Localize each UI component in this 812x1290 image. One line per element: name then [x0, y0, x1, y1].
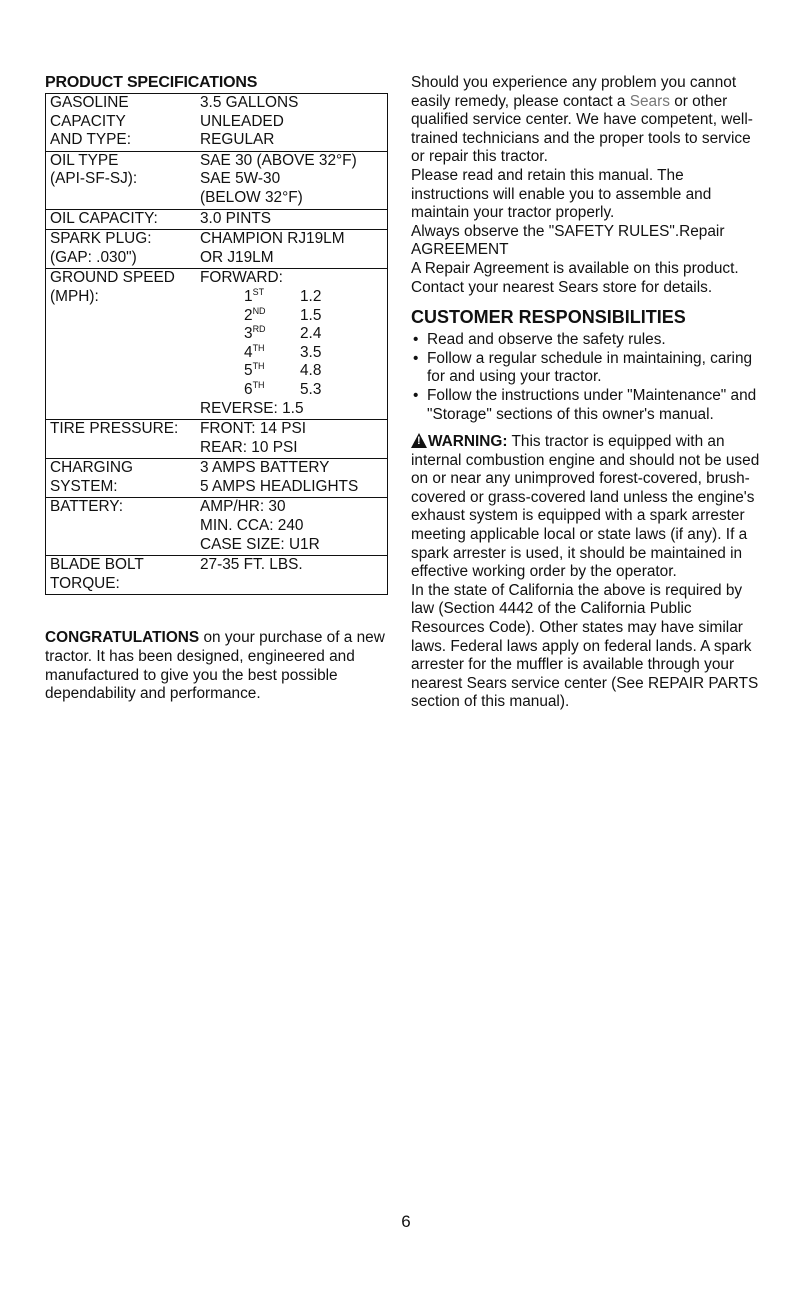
spec-row-battery	[46, 498, 387, 556]
specifications-table	[45, 93, 388, 595]
list-item: • Follow the instructions under "Maintenance" and "Storage" sections of this owner's manual.	[411, 387, 761, 424]
spec-value: SAE 30 (ABOVE 32°F) SAE 5W-30 (BELOW 32°F)	[200, 151, 357, 206]
spec-label: CHARGING SYSTEM:	[50, 459, 133, 495]
customer-responsibilities-heading: CUSTOMER RESPONSIBILITIES	[411, 307, 686, 328]
spec-label: GASOLINE CAPACITY AND TYPE:	[50, 94, 131, 149]
spec-label: BATTERY:	[50, 498, 123, 516]
list-item: • Read and observe the safety rules.	[411, 331, 761, 350]
spec-value: FORWARD: 1ST 1.2 2ND 1.5 3RD 2.4 4TH 3.5 5TH 4.8 6TH 5.3 REVERSE: 1.5	[200, 269, 387, 418]
responsibilities-list	[411, 331, 761, 424]
gear-row: 3RD 2.4	[244, 324, 322, 343]
spec-label: OIL TYPE (API-SF-SJ):	[50, 151, 138, 188]
spec-value: CHAMPION RJ19LM OR J19LM	[200, 230, 345, 266]
list-item: • Follow a regular schedule in maintaining, caring for and using your tractor.	[411, 350, 761, 387]
spec-row-gasoline	[46, 94, 387, 152]
spec-label: GROUND SPEED (MPH):	[50, 269, 175, 305]
california-paragraph: In the state of California the above is required by law (Section 4442 of the California Public Resources Code). Other states may have similar laws. Federal laws apply on federal lands. A spark arrester for the muffler is available through your nearest Sears service center (See REPAIR PARTS section of this manual).	[411, 581, 759, 711]
gear-row: 4TH 3.5	[244, 342, 322, 361]
service-paragraph: Should you experience any problem you cannot easily remedy, please contact a Sears or other qualified service center. We have competent, well-trained technicians and the proper tools to service or repair this tractor.	[411, 74, 753, 166]
repair-agreement-paragraph: A Repair Agreement is available on this product. Contact your nearest Sears store for details.	[411, 259, 739, 296]
warning-label: WARNING:	[428, 433, 508, 451]
spec-value: 3 AMPS BATTERY 5 AMPS HEADLIGHTS	[200, 459, 359, 495]
right-column	[411, 74, 761, 712]
warning-icon	[411, 433, 427, 448]
spec-value: FRONT: 14 PSI REAR: 10 PSI	[200, 420, 307, 456]
spec-value: AMP/HR: 30 MIN. CCA: 240 CASE SIZE: U1R	[200, 498, 320, 553]
spec-value: 27-35 FT. LBS.	[200, 556, 303, 574]
warning-paragraph: !WARNING: This tractor is equipped with an internal combustion engine and should not be used on or near any unimproved forest-covered, brush-covered or grass-covered land unless the engine's exhaust system is equipped with a spark arrester meeting applicable local or state laws (if any). If a spark arrester is used, it should be maintained in effective working order by the operator.	[411, 433, 761, 582]
spec-value: 3.0 PINTS	[200, 209, 271, 227]
gear-row: 2ND 1.5	[244, 305, 322, 324]
retain-manual-paragraph: Please read and retain this manual. The instructions will enable you to assemble and maintain your tractor properly.	[411, 166, 712, 222]
spec-row-oil-capacity	[46, 210, 387, 231]
gear-row: 1ST 1.2	[244, 286, 322, 305]
spec-label: BLADE BOLT TORQUE:	[50, 556, 144, 592]
spec-row-oil-type	[46, 152, 387, 210]
page-number: 6	[401, 1212, 411, 1231]
left-column	[45, 74, 390, 704]
spec-row-charging	[46, 459, 387, 498]
spec-label: SPARK PLUG: (GAP: .030")	[50, 230, 152, 266]
specifications-heading: PRODUCT SPECIFICATIONS	[45, 74, 258, 91]
gear-row: 5TH 4.8	[244, 361, 322, 380]
gear-row: 6TH 5.3	[244, 379, 322, 398]
spec-value: 3.5 GALLONS UNLEADED REGULAR	[200, 94, 299, 149]
spec-row-spark-plug	[46, 230, 387, 269]
reverse-speed: REVERSE: 1.5	[200, 399, 304, 417]
spec-label: TIRE PRESSURE:	[50, 420, 179, 438]
spec-row-blade-bolt	[46, 556, 387, 594]
spec-label: OIL CAPACITY:	[50, 209, 158, 227]
spec-row-tire-pressure	[46, 420, 387, 459]
safety-rules-paragraph: Always observe the "SAFETY RULES".Repair AGREEMENT	[411, 222, 725, 259]
spec-row-ground-speed	[46, 269, 387, 420]
congratulations-lead: CONGRATULATIONS	[45, 629, 200, 647]
congratulations-paragraph: CONGRATULATIONS on your purchase of a new tractor. It has been designed, engineered and manufactured to give you the best possible dependability and performance.	[45, 629, 385, 703]
